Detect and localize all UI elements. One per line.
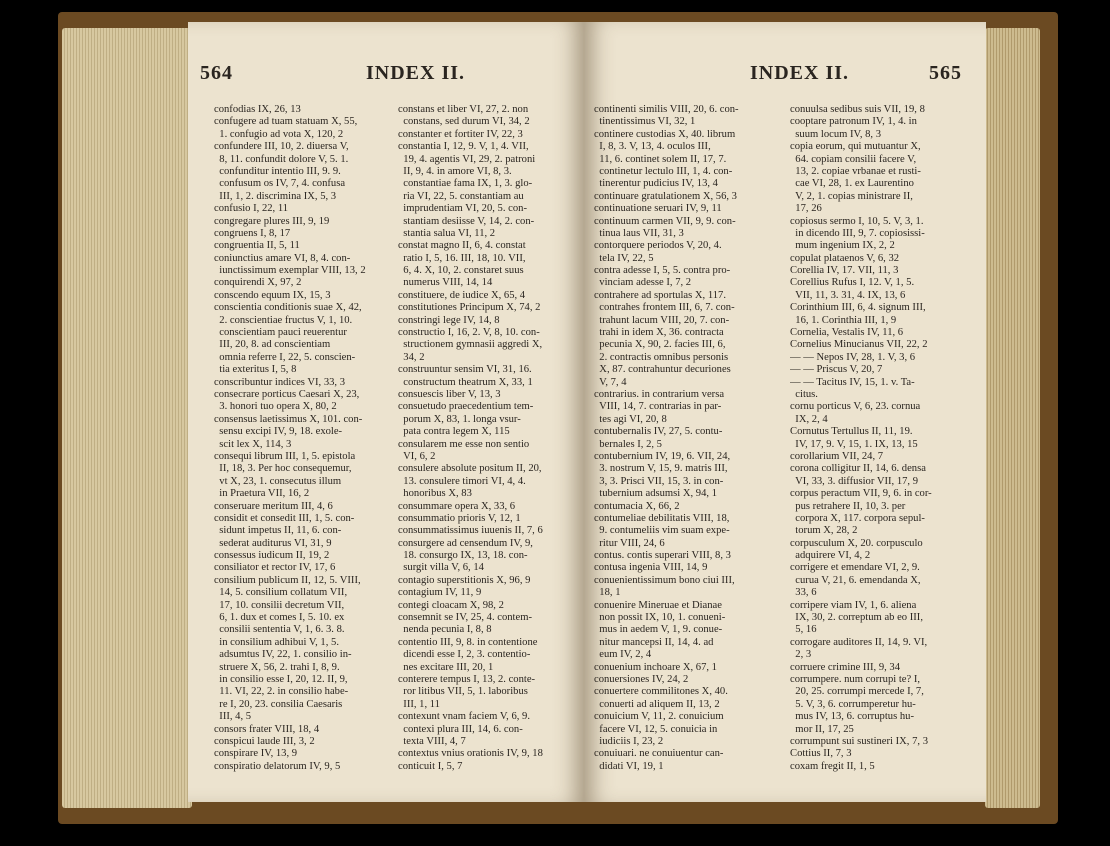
index-entry-line: 17, 10. consilii decretum VII, (214, 599, 345, 611)
index-entry-line: VI, 6, 2 (398, 450, 436, 462)
index-entry-line: 64. copiam consilii facere V, (790, 153, 917, 165)
index-entry-line: consuescis liber V, 13, 3 (398, 388, 501, 400)
index-entry-line: corruere crimine III, 9, 34 (790, 661, 901, 673)
index-entry-line: iunctissimum exemplar VIII, 13, 2 (214, 265, 366, 277)
index-entry-line: contumacia X, 66, 2 (594, 500, 680, 512)
index-entry-line: cae VI, 28, 1. ex Laurentino (790, 178, 914, 190)
index-entry-line: conscientiam pauci reuerentur (214, 327, 347, 339)
index-entry-line: conspiratio delatorum IV, 9, 5 (214, 760, 341, 772)
index-entry-line: 2. contractis omnibus personis (594, 351, 729, 363)
index-entry-line: constantia I, 12, 9. V, 1, 4. VII, (398, 141, 529, 153)
index-entry-line: contusa ingenia VIII, 14, 9 (594, 562, 708, 574)
right-page-header (584, 62, 986, 88)
index-entry-line: trahunt lacum VIII, 20, 7. con- (594, 314, 730, 326)
index-entry-line: consurgere ad censendum IV, 9, (398, 537, 533, 549)
index-entry-line: 1. confugio ad vota X, 120, 2 (214, 128, 344, 140)
index-entry-line: ratio I, 5, 16. III, 18, 10. VII, (398, 252, 526, 264)
index-entry-line: III, 1, 11 (398, 698, 440, 710)
index-entry-line: contrahes frontem III, 6, 7. con- (594, 302, 735, 314)
index-entry-line: VI, 33, 3. diffusior VII, 17, 9 (790, 475, 919, 487)
index-entry-line: considit et consedit III, 1, 5. con- (214, 512, 355, 524)
index-entry-line: — — Tacitus IV, 15, 1. v. Ta- (790, 376, 915, 388)
index-entry-line: contexi plura III, 14, 6. con- (398, 723, 523, 735)
index-entry-line: copia eorum, qui mutuantur X, (790, 141, 921, 153)
page-edges-left (62, 28, 192, 808)
index-entry-line: consummatissimus iuuenis II, 7, 6 (398, 525, 543, 537)
index-entry-line: VII, 11, 3. 31, 4. IX, 13, 6 (790, 289, 906, 301)
index-entry-line: construuntur sensim VI, 31, 16. (398, 364, 532, 376)
index-entry-line: citus. (790, 388, 818, 400)
index-entry-line: in consilio esse I, 20, 12. II, 9, (214, 673, 348, 685)
index-entry-line: pus retrahere II, 10, 3. per (790, 500, 906, 512)
index-entry-line: mor II, 17, 25 (790, 723, 854, 735)
index-entry-line: contexunt vnam faciem V, 6, 9. (398, 711, 531, 723)
index-entry-line: consilium publicum II, 12, 5. VIII, (214, 574, 361, 586)
index-entry-line: consilii sententia V, 1, 6. 3. 8. (214, 624, 345, 636)
index-entry-line: cornu porticus V, 6, 23. cornua (790, 401, 921, 413)
left-page (188, 22, 584, 802)
index-entry-line: Corinthium III, 6, 4. signum III, (790, 302, 926, 314)
index-entry-line: corollarium VII, 24, 7 (790, 450, 884, 462)
index-entry-line: consequi librum III, 1, 5. epistola (214, 450, 356, 462)
index-entry-line: structionem gymnasii aggredi X, (398, 339, 543, 351)
index-entry-line: tubernium adsumsi X, 94, 1 (594, 488, 717, 500)
index-entry-line: 9. contumeliis vim suam expe- (594, 525, 730, 537)
index-entry-line: contubernium IV, 19, 6. VII, 24, (594, 450, 731, 462)
index-entry-line: 18. consurgo IX, 13, 18. con- (398, 550, 528, 562)
index-entry-line: 19, 4. agentis VI, 29, 2. patroni (398, 153, 536, 165)
index-entry-line: 5, 16 (790, 624, 817, 636)
index-entry-line: pata contra legem X, 115 (398, 426, 510, 438)
index-entry-line: nenda pecunia I, 8, 8 (398, 624, 492, 636)
index-entry-line: sidunt impetus II, 11, 6. con- (214, 525, 342, 537)
index-entry-line: adsumtus IV, 22, 1. consilio in- (214, 649, 352, 661)
index-entry-line: in dicendo III, 9, 7. copiosissi- (790, 227, 925, 239)
index-entry-line: cooptare patronum IV, 1, 4. in (790, 116, 917, 128)
index-entry-line: vt X, 23, 1. consecutus illum (214, 475, 342, 487)
index-entry-line: continere custodias X, 40. librum (594, 128, 736, 140)
index-entry-line: V, 2, 1. copias ministrare II, (790, 190, 913, 202)
index-entry-line: constans, sed durum VI, 34, 2 (398, 116, 530, 128)
index-entry-line: — — Priscus V, 20, 7 (790, 364, 883, 376)
index-entry-line: congruens I, 8, 17 (214, 227, 291, 239)
index-entry-line: vinciam adesse I, 7, 2 (594, 277, 692, 289)
index-entry-line: nes excitare III, 20, 1 (398, 661, 494, 673)
index-entry-line: conticuit I, 5, 7 (398, 760, 463, 772)
index-entry-line: didati VI, 19, 1 (594, 760, 664, 772)
index-entry-line: IX, 30, 2. correptum ab eo III, (790, 612, 923, 624)
index-entry-line: corpora X, 117. corpora sepul- (790, 512, 925, 524)
index-entry-line: 2. conscientiae fructus V, 1, 10. (214, 314, 353, 326)
index-entry-line: continenti similis VIII, 20, 6. con- (594, 104, 739, 115)
index-entry-line: re I, 20, 23. consilia Caesaris (214, 698, 343, 710)
index-entry-line: confundere III, 10, 2. diuersa V, (214, 141, 349, 153)
index-entry-line: corrumpere. num corrupi te? I, (790, 673, 921, 685)
index-entry-line: corpus peractum VII, 9, 6. in cor- (790, 488, 932, 500)
index-entry-line: texta VIII, 4, 7 (398, 735, 466, 747)
index-entry-line: 2, 3 (790, 649, 812, 661)
index-entry-line: coxam fregit II, 1, 5 (790, 760, 875, 772)
left-column-a (214, 104, 398, 782)
index-entry-line: Cornelia, Vestalis IV, 11, 6 (790, 327, 904, 339)
index-entry-line: congregare plures III, 9, 19 (214, 215, 330, 227)
index-entry-line: constanter et fortiter IV, 22, 3 (398, 128, 523, 140)
index-entry-line: dicendi esse I, 2, 3. contentio- (398, 649, 531, 661)
index-entry-line: continuum carmen VII, 9, 9. con- (594, 215, 736, 227)
index-entry-line: sederat auditurus VI, 31, 9 (214, 537, 332, 549)
index-entry-line: conscendo equum IX, 15, 3 (214, 289, 331, 301)
index-entry-line: confunditur intentio III, 9. 9. (214, 165, 341, 177)
index-entry-line: I, 8, 3. V, 13, 4. oculos III, (594, 141, 711, 153)
index-entry-line: contrarius. in contrarium versa (594, 388, 725, 400)
index-entry-line: Cornelius Minucianus VII, 22, 2 (790, 339, 928, 351)
index-entry-line: conuenire Mineruae et Dianae (594, 599, 722, 611)
index-entry-line: conuertere commilitones X, 40. (594, 686, 728, 698)
index-entry-line: confugere ad tuam statuam X, 55, (214, 116, 358, 128)
index-entry-line: porum X, 83, 1. longa vsur- (398, 413, 521, 425)
index-entry-line: 11. VI, 22, 2. in consilio habe- (214, 686, 349, 698)
index-entry-line: confusio I, 22, 11 (214, 203, 289, 215)
index-entry-line: suum locum IV, 8, 3 (790, 128, 882, 140)
index-entry-line: numerus VIII, 14, 14 (398, 277, 493, 289)
index-entry-line: 13. consulere timori VI, 4, 4. (398, 475, 526, 487)
left-column-b (398, 104, 578, 782)
index-entry-line: constantiae fama IX, 1, 3. glo- (398, 178, 533, 190)
index-entry-line: pecunia X, 90, 2. facies III, 6, (594, 339, 726, 351)
index-entry-line: 34, 2 (398, 351, 425, 363)
index-entry-line: sensu excipi IV, 9, 18. exole- (214, 426, 343, 438)
index-entry-line: tinua laus VII, 31, 3 (594, 227, 684, 239)
index-entry-line: constituere, de iudice X, 65, 4 (398, 289, 526, 301)
right-page-number: 565 (929, 62, 962, 84)
right-column-b (790, 104, 980, 782)
index-entry-line: contumeliae debilitatis VIII, 18, (594, 512, 730, 524)
index-entry-line: contagio superstitionis X, 96, 9 (398, 574, 531, 586)
index-entry-line: conuicium V, 11, 2. conuicium (594, 711, 724, 723)
index-entry-line: 3. honori tuo opera X, 80, 2 (214, 401, 337, 413)
index-entry-line: conuersiones IV, 24, 2 (594, 673, 689, 685)
index-entry-line: tinentissimus VI, 32, 1 (594, 116, 696, 128)
index-entry-line: corripere viam IV, 1, 6. aliena (790, 599, 917, 611)
index-entry-line: bernales I, 2, 5 (594, 438, 662, 450)
index-entry-line: curua V, 21, 6. emendanda X, (790, 574, 921, 586)
index-entry-line: II, 9, 4. in amore VI, 8, 3. (398, 165, 512, 177)
index-entry-line: ria VI, 22, 5. constantiam au (398, 190, 524, 202)
index-entry-line: contubernalis IV, 27, 5. contu- (594, 426, 723, 438)
index-entry-line: conuenium inchoare X, 67, 1 (594, 661, 717, 673)
index-entry-line: in consilium adhibui V, 1, 5. (214, 636, 339, 648)
index-entry-line: consemnit se IV, 25, 4. contem- (398, 612, 532, 624)
index-entry-line: conterere tempus I, 13, 2. conte- (398, 673, 536, 685)
index-entry-line: confusum os IV, 7, 4. confusa (214, 178, 346, 190)
index-entry-line: continetur lectulo III, 1, 4. con- (594, 165, 733, 177)
index-entry-line: contegi cloacam X, 98, 2 (398, 599, 504, 611)
index-entry-line: eum IV, 2, 4 (594, 649, 652, 661)
index-entry-line: ritur VIII, 24, 6 (594, 537, 665, 549)
index-entry-line: continuare gratulationem X, 56, 3 (594, 190, 737, 202)
index-entry-line: copiosus sermo I, 10, 5. V, 3, 1. (790, 215, 924, 227)
index-entry-line: congruentia II, 5, 11 (214, 240, 300, 252)
index-entry-line: stantia salua VI, 11, 2 (398, 227, 496, 239)
index-entry-line: corrumpunt sui sustineri IX, 7, 3 (790, 735, 928, 747)
index-entry-line: 18, 1 (594, 587, 621, 599)
index-entry-line: stantiam desiisse V, 14, 2. con- (398, 215, 535, 227)
index-entry-line: conspirare IV, 13, 9 (214, 748, 298, 760)
index-entry-line: corrigere et emendare VI, 2, 9. (790, 562, 920, 574)
index-entry-line: contorquere periodos V, 20, 4. (594, 240, 722, 252)
index-entry-line: conquirendi X, 97, 2 (214, 277, 302, 289)
index-entry-line: III, 20, 8. ad conscientiam (214, 339, 331, 351)
left-running-title: INDEX II. (366, 62, 466, 84)
index-entry-line: 20, 25. corrumpi mercede I, 7, (790, 686, 924, 698)
index-entry-line: Corellia IV, 17. VII, 11, 3 (790, 265, 899, 277)
index-entry-line: constructum theatrum X, 33, 1 (398, 376, 533, 388)
index-entry-line: 13, 2. copiae vrbanae et rusti- (790, 165, 921, 177)
index-entry-line: surgit villa V, 6, 14 (398, 562, 484, 574)
index-entry-line: in Praetura VII, 16, 2 (214, 488, 310, 500)
index-entry-line: copulat plataenos V, 6, 32 (790, 252, 900, 264)
index-entry-line: 5. V, 3, 6. corrumperetur hu- (790, 698, 916, 710)
index-entry-line: trahi in idem X, 36. contracta (594, 327, 724, 339)
index-entry-line: coniunctius amare VI, 8, 4. con- (214, 252, 351, 264)
index-entry-line: nitur mancepsi II, 14, 4. ad (594, 636, 714, 648)
index-entry-line: conuerti ad aliquem II, 13, 2 (594, 698, 720, 710)
index-entry-line: honoribus X, 83 (398, 488, 472, 500)
index-entry-line: tia exteritus I, 5, 8 (214, 364, 297, 376)
index-entry-line: mum ingenium IX, 2, 2 (790, 240, 895, 252)
left-page-header (188, 62, 584, 88)
index-entry-line: corona colligitur II, 14, 6. densa (790, 463, 926, 475)
index-entry-line: consummare opera X, 33, 6 (398, 500, 516, 512)
index-entry-line: Cornutus Tertullus II, 11, 19. (790, 426, 913, 438)
index-entry-line: constructio I, 16, 2. V, 8, 10. con- (398, 327, 540, 339)
index-entry-line: contra adesse I, 5, 5. contra pro- (594, 265, 731, 277)
index-entry-line: 6, 4. X, 10, 2. constaret suus (398, 265, 524, 277)
index-entry-line: consors frater VIII, 18, 4 (214, 723, 320, 735)
index-entry-line: III, 1, 2. discrimina IX, 5, 3 (214, 190, 337, 202)
index-entry-line: conuiuari. ne conuiuentur can- (594, 748, 724, 760)
index-entry-line: mus IV, 13, 6. corruptus hu- (790, 711, 914, 723)
index-entry-line: conuenientissimum bono ciui III, (594, 574, 735, 586)
index-entry-line: confodias IX, 26, 13 (214, 104, 301, 115)
index-entry-line: mus in aedem V, 1, 9. conue- (594, 624, 723, 636)
index-entry-line: scit lex X, 114, 3 (214, 438, 292, 450)
index-entry-line: consummatio prioris V, 12, 1 (398, 512, 521, 524)
index-entry-line: V, 7, 4 (594, 376, 627, 388)
index-entry-line: 11, 6. continet solem II, 17, 7. (594, 153, 727, 165)
index-entry-line: Corellius Rufus I, 12. V, 1, 5. (790, 277, 915, 289)
index-entry-line: tinerentur pudicius IV, 13, 4 (594, 178, 718, 190)
index-entry-line: 8, 11. confundit dolore V, 5. 1. (214, 153, 349, 165)
index-entry-line: ror litibus VII, 5, 1. laboribus (398, 686, 528, 698)
index-entry-line: consularem me esse non sentio (398, 438, 530, 450)
index-entry-line: conspicui laude III, 3, 2 (214, 735, 315, 747)
index-entry-line: contus. contis superari VIII, 8, 3 (594, 550, 731, 562)
index-entry-line: omnia referre I, 22, 5. conscien- (214, 351, 356, 363)
index-entry-line: VIII, 14, 7. contrarias in par- (594, 401, 722, 413)
index-entry-line: 14, 5. consilium collatum VII, (214, 587, 348, 599)
index-entry-line: 3, 3. Prisci VII, 15, 3. in con- (594, 475, 724, 487)
right-page (584, 22, 986, 802)
index-entry-line: imprudentiam VI, 20, 5. con- (398, 203, 527, 215)
index-entry-line: continuatione seruari IV, 9, 11 (594, 203, 722, 215)
left-page-number: 564 (200, 62, 233, 84)
index-entry-line: adquirere VI, 4, 2 (790, 550, 871, 562)
index-entry-line: conscientia conditionis suae X, 42, (214, 302, 362, 314)
index-entry-line: 6, 1. dux et comes I, 5. 10. ex (214, 612, 345, 624)
index-entry-line: consessus iudicum II, 19, 2 (214, 550, 330, 562)
index-entry-line: conscribuntur indices VI, 33, 3 (214, 376, 346, 388)
index-entry-line: facere VI, 12, 5. conuicia in (594, 723, 718, 735)
right-running-title: INDEX II. (750, 62, 850, 84)
index-entry-line: 16, 1. Corinthia III, 1, 9 (790, 314, 897, 326)
index-entry-line: constans et liber VI, 27, 2. non (398, 104, 529, 115)
index-entry-line: X, 87. contrahuntur decuriones (594, 364, 731, 376)
index-entry-line: corrogare auditores II, 14, 9. VI, (790, 636, 928, 648)
index-entry-line: constat magno II, 6, 4. constat (398, 240, 526, 252)
index-entry-line: Cottius II, 7, 3 (790, 748, 852, 760)
index-entry-line: III, 4, 5 (214, 711, 252, 723)
right-column-a (594, 104, 790, 782)
index-entry-line: iudiciis I, 23, 2 (594, 735, 664, 747)
index-entry-line: conseruare meritum III, 4, 6 (214, 500, 333, 512)
index-entry-line: contrahere ad sportulas X, 117. (594, 289, 726, 301)
index-entry-line: constitutiones Principum X, 74, 2 (398, 302, 541, 314)
index-entry-line: tes agi VI, 20, 8 (594, 413, 667, 425)
index-entry-line: 33, 6 (790, 587, 817, 599)
index-entry-line: corpusculum X, 20. corpusculo (790, 537, 923, 549)
index-entry-line: conuulsa sedibus suis VII, 19, 8 (790, 104, 925, 115)
index-entry-line: torum X, 28, 2 (790, 525, 858, 537)
index-entry-line: II, 18, 3. Per hoc consequemur, (214, 463, 352, 475)
page-edges-right (985, 28, 1040, 808)
index-entry-line: struere X, 56, 2. trahi I, 8, 9. (214, 661, 340, 673)
index-entry-line: 3. nostrum V, 15, 9. matris III, (594, 463, 728, 475)
index-entry-line: consuetudo praecedentium tem- (398, 401, 534, 413)
index-entry-line: consulere absolute positum II, 20, (398, 463, 542, 475)
index-entry-line: consiliator et rector IV, 17, 6 (214, 562, 336, 574)
index-entry-line: IX, 2, 4 (790, 413, 828, 425)
index-entry-line: — — Nepos IV, 28, 1. V, 3, 6 (790, 351, 916, 363)
index-entry-line: tela IV, 22, 5 (594, 252, 654, 264)
index-entry-line: contagium IV, 11, 9 (398, 587, 482, 599)
index-entry-line: consensus laetissimus X, 101. con- (214, 413, 363, 425)
index-entry-line: contentio III, 9, 8. in contentione (398, 636, 538, 648)
index-entry-line: consecrare porticus Caesari X, 23, (214, 388, 360, 400)
index-entry-line: constringi lege IV, 14, 8 (398, 314, 500, 326)
index-entry-line: contextus vnius orationis IV, 9, 18 (398, 748, 543, 760)
index-entry-line: IV, 17, 9. V, 15, 1. IX, 13, 15 (790, 438, 918, 450)
index-entry-line: non possit IX, 10, 1. conueni- (594, 612, 726, 624)
index-entry-line: 17, 26 (790, 203, 822, 215)
